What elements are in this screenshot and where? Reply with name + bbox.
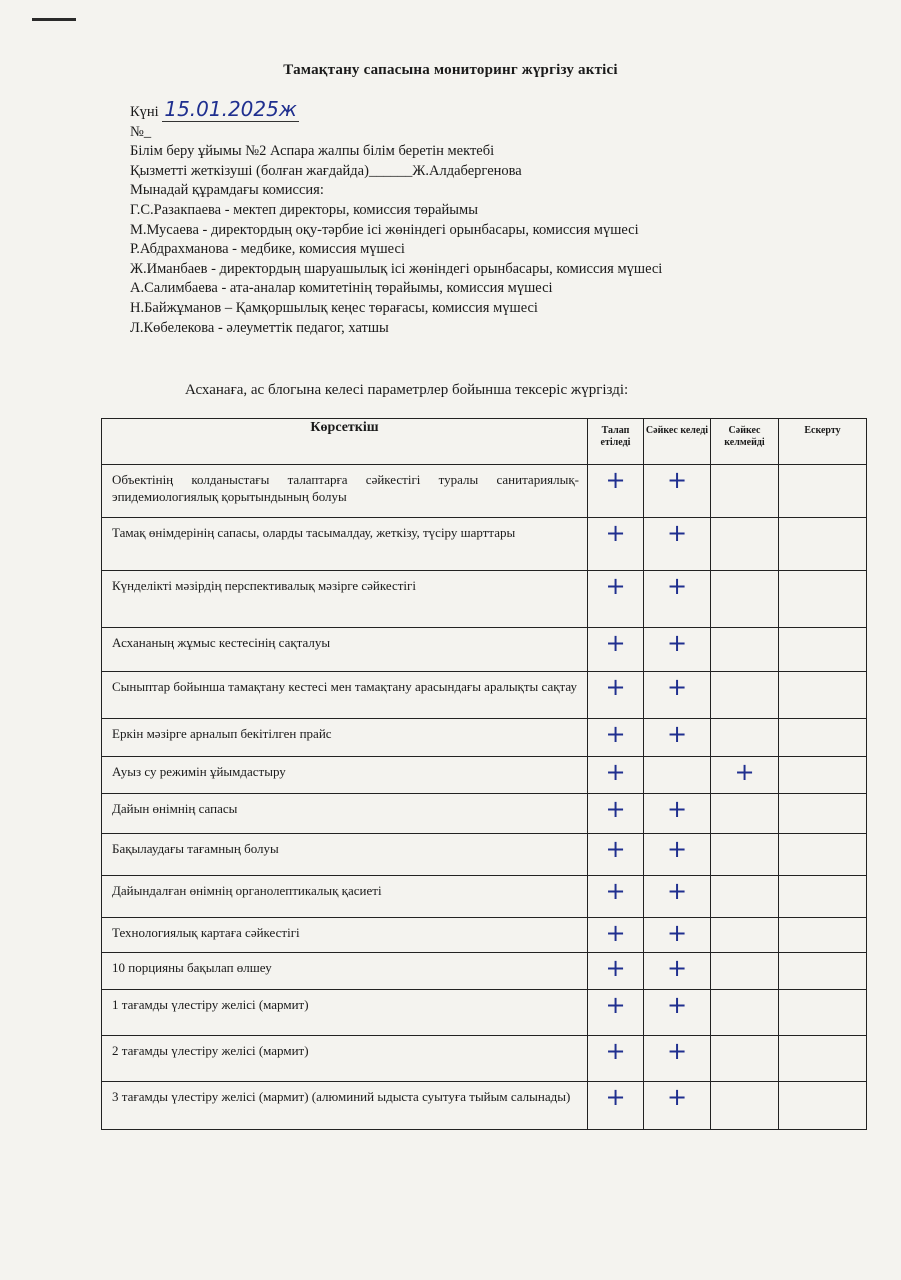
scan-mark xyxy=(32,18,76,21)
required-mark: + xyxy=(588,876,644,918)
noncompliant-mark xyxy=(711,1036,779,1082)
required-mark: + xyxy=(588,757,644,794)
required-mark: + xyxy=(588,465,644,518)
note-cell xyxy=(779,918,867,953)
compliant-mark: + xyxy=(644,518,711,571)
table-row xyxy=(102,876,867,918)
required-mark: + xyxy=(588,1082,644,1130)
compliant-mark: + xyxy=(644,571,711,628)
commission-member: Н.Байжұманов – Қамқоршылық кеңес төрағасы, комиссия мүшесі xyxy=(130,299,538,316)
noncompliant-mark xyxy=(711,672,779,719)
table-row xyxy=(102,834,867,876)
table-row xyxy=(102,918,867,953)
required-mark: + xyxy=(588,1036,644,1082)
note-cell xyxy=(779,719,867,757)
commission-member: М.Мусаева - директордың оқу-тәрбие ісі жөніндегі орынбасары, комиссия мүшесі xyxy=(130,221,639,238)
required-mark: + xyxy=(588,990,644,1036)
table-row xyxy=(102,628,867,672)
compliant-mark: + xyxy=(644,990,711,1036)
table-row xyxy=(102,757,867,794)
table-row xyxy=(102,465,867,518)
noncompliant-mark xyxy=(711,876,779,918)
compliant-mark: + xyxy=(644,918,711,953)
criterion-cell: Еркін мәзірге арналып бекітілген прайс xyxy=(102,719,588,757)
compliant-mark: + xyxy=(644,794,711,834)
note-cell xyxy=(779,672,867,719)
compliant-mark: + xyxy=(644,876,711,918)
date-label: Күні xyxy=(130,104,159,120)
commission-member: Л.Көбелекова - әлеуметтік педагог, хатшы xyxy=(130,319,389,336)
note-cell xyxy=(779,1082,867,1130)
note-cell xyxy=(779,628,867,672)
criterion-cell: Технологиялық картаға сәйкестігі xyxy=(102,918,588,953)
compliant-mark: + xyxy=(644,1036,711,1082)
criterion-cell: 3 тағамды үлестіру желісі (мармит) (алюминий ыдыста суытуға тыйым салынады) xyxy=(102,1082,588,1130)
required-mark: + xyxy=(588,672,644,719)
required-mark: + xyxy=(588,518,644,571)
noncompliant-mark xyxy=(711,953,779,990)
table-row xyxy=(102,990,867,1036)
note-cell xyxy=(779,518,867,571)
note-cell xyxy=(779,465,867,518)
criterion-cell: Күнделікті мәзірдің перспективалық мәзірге сәйкестігі xyxy=(102,571,588,628)
note-cell xyxy=(779,990,867,1036)
document-header xyxy=(130,97,830,338)
criterion-cell: Дайын өнімнің сапасы xyxy=(102,794,588,834)
compliant-mark: + xyxy=(644,672,711,719)
criterion-cell: Дайындалған өнімнің органолептикалық қасиеті xyxy=(102,876,588,918)
criterion-cell: Тамақ өнімдерінің сапасы, оларды тасымалдау, жеткізу, түсіру шарттары xyxy=(102,518,588,571)
compliant-mark: + xyxy=(644,628,711,672)
noncompliant-mark: + xyxy=(711,757,779,794)
table-row xyxy=(102,794,867,834)
required-mark: + xyxy=(588,953,644,990)
document-number: №_ xyxy=(130,123,152,140)
header-noncompliant: Сәйкес келмейді xyxy=(711,419,779,465)
noncompliant-mark xyxy=(711,1082,779,1130)
note-cell xyxy=(779,834,867,876)
criterion-cell: 1 тағамды үлестіру желісі (мармит) xyxy=(102,990,588,1036)
criterion-cell: Асхананың жұмыс кестесінің сақталуы xyxy=(102,628,588,672)
table-row xyxy=(102,719,867,757)
table-row xyxy=(102,953,867,990)
note-cell xyxy=(779,757,867,794)
header-compliant: Сәйкес келеді xyxy=(644,419,711,465)
commission-intro: Мынадай құрамдағы комиссия: xyxy=(130,182,324,199)
header-indicator: Көрсеткіш xyxy=(102,419,588,465)
criterion-cell: Объектінің колданыстағы талаптарға сәйкестігі туралы санитариялық-эпидемиологиялық қорытындының болуы xyxy=(102,465,588,518)
header-note: Ескерту xyxy=(779,419,867,465)
table-row xyxy=(102,1082,867,1130)
noncompliant-mark xyxy=(711,571,779,628)
noncompliant-mark xyxy=(711,465,779,518)
table-row xyxy=(102,518,867,571)
criterion-cell: Бақылаудағы тағамның болуы xyxy=(102,834,588,876)
header-required: Талап етіледі xyxy=(588,419,644,465)
commission-member: Р.Абдрахманова - медбике, комиссия мүшесі xyxy=(130,241,405,258)
noncompliant-mark xyxy=(711,719,779,757)
note-cell xyxy=(779,794,867,834)
note-cell xyxy=(779,1036,867,1082)
noncompliant-mark xyxy=(711,918,779,953)
criterion-cell: Ауыз су режимін ұйымдастыру xyxy=(102,757,588,794)
handwritten-date: 15.01.2025ж xyxy=(164,97,297,121)
noncompliant-mark xyxy=(711,794,779,834)
organization-line: Білім беру ұйымы №2 Аспара жалпы білім беретін мектебі xyxy=(130,143,495,160)
note-cell xyxy=(779,571,867,628)
table-row xyxy=(102,1036,867,1082)
required-mark: + xyxy=(588,628,644,672)
table-row xyxy=(102,571,867,628)
required-mark: + xyxy=(588,794,644,834)
note-cell xyxy=(779,876,867,918)
criterion-cell: 10 порцияны бақылап өлшеу xyxy=(102,953,588,990)
inspection-table xyxy=(101,418,867,1130)
inspection-intro: Асханаға, ас блогына келесі параметрлер бойынша тексеріс жүргізді: xyxy=(185,382,629,398)
commission-member: Г.С.Разакпаева - мектеп директоры, комиссия төрайымы xyxy=(130,201,478,218)
noncompliant-mark xyxy=(711,628,779,672)
noncompliant-mark xyxy=(711,990,779,1036)
required-mark: + xyxy=(588,571,644,628)
supplier-line: Қызметті жеткізуші (болған жағдайда)______Ж.Алдабергенова xyxy=(130,162,522,179)
compliant-mark: + xyxy=(644,953,711,990)
commission-member: А.Салимбаева - ата-аналар комитетінің төрайымы, комиссия мүшесі xyxy=(130,280,553,297)
required-mark: + xyxy=(588,834,644,876)
date-field xyxy=(162,97,299,122)
compliant-mark: + xyxy=(644,719,711,757)
compliant-mark: + xyxy=(644,834,711,876)
date-line xyxy=(130,97,830,123)
required-mark: + xyxy=(588,719,644,757)
criterion-cell: 2 тағамды үлестіру желісі (мармит) xyxy=(102,1036,588,1082)
note-cell xyxy=(779,953,867,990)
required-mark: + xyxy=(588,918,644,953)
compliant-mark: + xyxy=(644,465,711,518)
compliant-mark: + xyxy=(644,1082,711,1130)
noncompliant-mark xyxy=(711,518,779,571)
commission-member: Ж.Иманбаев - директордың шаруашылық ісі жөніндегі орынбасары, комиссия мүшесі xyxy=(130,260,663,277)
table-header-row xyxy=(102,419,867,465)
criterion-cell: Сыныптар бойынша тамақтану кестесі мен тамақтану арасындағы аралықты сақтау xyxy=(102,672,588,719)
compliant-mark xyxy=(644,757,711,794)
noncompliant-mark xyxy=(711,834,779,876)
table-row xyxy=(102,672,867,719)
document-title: Тамақтану сапасына мониторинг жүргізу актісі xyxy=(283,62,618,78)
